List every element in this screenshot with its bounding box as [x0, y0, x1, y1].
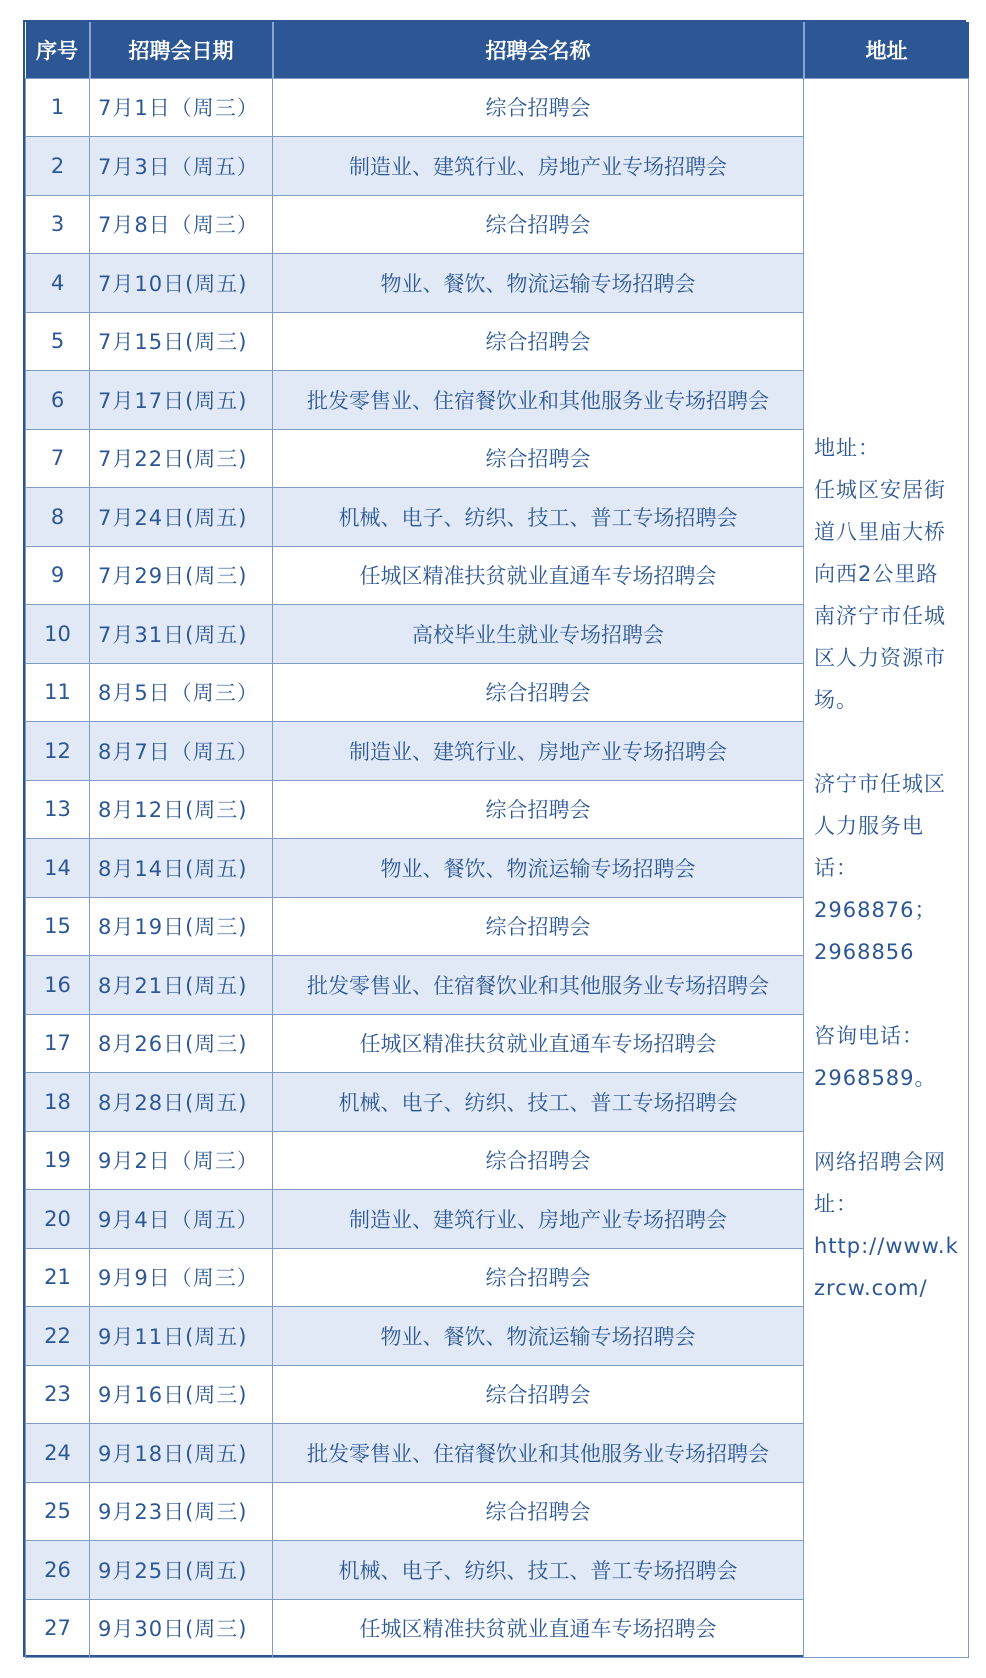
row-date: 9月30日(周三) — [90, 1599, 273, 1658]
row-date: 8月14日(周五) — [90, 839, 273, 898]
row-number: 7 — [26, 429, 90, 488]
web-label: 网络招聘会网址： — [814, 1149, 946, 1216]
row-fair-name: 物业、餐饮、物流运输专场招聘会 — [273, 254, 804, 313]
service-phone-label: 济宁市任城区人力服务电话： — [814, 771, 946, 880]
table-header-row — [26, 22, 969, 78]
row-fair-name: 物业、餐饮、物流运输专场招聘会 — [273, 1307, 804, 1366]
row-number: 6 — [26, 371, 90, 430]
address-spacer — [814, 973, 960, 1015]
header-date: 招聘会日期 — [90, 22, 273, 78]
row-number: 11 — [26, 663, 90, 722]
row-number: 17 — [26, 1014, 90, 1073]
row-fair-name: 机械、电子、纺织、技工、普工专场招聘会 — [273, 488, 804, 547]
row-number: 5 — [26, 312, 90, 371]
row-number: 24 — [26, 1424, 90, 1483]
row-number: 20 — [26, 1190, 90, 1249]
row-fair-name: 综合招聘会 — [273, 78, 804, 137]
address-spacer — [814, 721, 960, 763]
row-date: 7月29日(周三) — [90, 546, 273, 605]
row-fair-name: 综合招聘会 — [273, 663, 804, 722]
row-date: 9月25日(周五) — [90, 1541, 273, 1600]
address-label: 地址： — [814, 435, 880, 460]
consult-phone-label: 咨询电话： — [814, 1023, 924, 1048]
row-fair-name: 制造业、建筑行业、房地产业专场招聘会 — [273, 1190, 804, 1249]
row-number: 25 — [26, 1482, 90, 1541]
row-date: 7月3日（周五） — [90, 137, 273, 196]
row-number: 23 — [26, 1365, 90, 1424]
row-date: 8月19日(周三) — [90, 897, 273, 956]
job-fair-schedule-table — [25, 22, 969, 1658]
row-date: 8月5日（周三） — [90, 663, 273, 722]
row-fair-name: 综合招聘会 — [273, 1248, 804, 1307]
row-date: 7月1日（周三） — [90, 78, 273, 137]
row-fair-name: 综合招聘会 — [273, 1365, 804, 1424]
service-phone-2: 2968856 — [814, 939, 915, 964]
row-fair-name: 综合招聘会 — [273, 195, 804, 254]
row-date: 8月21日(周五) — [90, 956, 273, 1015]
row-fair-name: 综合招聘会 — [273, 312, 804, 371]
web-url[interactable]: http://www.kzrcw.com/ — [814, 1233, 959, 1300]
row-date: 7月22日(周三) — [90, 429, 273, 488]
row-fair-name: 机械、电子、纺织、技工、普工专场招聘会 — [273, 1073, 804, 1132]
row-number: 18 — [26, 1073, 90, 1132]
row-fair-name: 综合招聘会 — [273, 780, 804, 839]
row-number: 9 — [26, 546, 90, 605]
row-date: 8月7日（周五） — [90, 722, 273, 781]
header-name: 招聘会名称 — [273, 22, 804, 78]
table-body — [26, 78, 969, 1658]
row-fair-name: 制造业、建筑行业、房地产业专场招聘会 — [273, 722, 804, 781]
address-cell — [804, 78, 969, 1658]
row-number: 15 — [26, 897, 90, 956]
consult-phone: 2968589。 — [814, 1065, 937, 1090]
row-number: 22 — [26, 1307, 90, 1366]
header-address: 地址 — [804, 22, 969, 78]
row-number: 19 — [26, 1131, 90, 1190]
row-fair-name: 综合招聘会 — [273, 1131, 804, 1190]
row-fair-name: 物业、餐饮、物流运输专场招聘会 — [273, 839, 804, 898]
row-fair-name: 综合招聘会 — [273, 897, 804, 956]
row-date: 7月10日(周五) — [90, 254, 273, 313]
row-fair-name: 批发零售业、住宿餐饮业和其他服务业专场招聘会 — [273, 956, 804, 1015]
row-date: 8月12日(周三) — [90, 780, 273, 839]
row-number: 4 — [26, 254, 90, 313]
table-row — [26, 78, 969, 137]
job-fair-schedule-table-wrapper — [23, 20, 966, 1657]
row-date: 9月23日(周三) — [90, 1482, 273, 1541]
row-number: 12 — [26, 722, 90, 781]
address-spacer — [814, 1099, 960, 1141]
row-date: 9月2日（周三） — [90, 1131, 273, 1190]
row-number: 26 — [26, 1541, 90, 1600]
address-text: 任城区安居街道八里庙大桥向西2公里路南济宁市任城区人力资源市场。 — [814, 477, 946, 712]
header-no: 序号 — [26, 22, 90, 78]
row-fair-name: 任城区精准扶贫就业直通车专场招聘会 — [273, 1014, 804, 1073]
row-fair-name: 综合招聘会 — [273, 429, 804, 488]
service-phone-1: 2968876； — [814, 897, 937, 922]
row-date: 9月16日(周三) — [90, 1365, 273, 1424]
row-number: 13 — [26, 780, 90, 839]
row-number: 8 — [26, 488, 90, 547]
row-date: 8月26日(周三) — [90, 1014, 273, 1073]
row-date: 7月17日(周五) — [90, 371, 273, 430]
row-date: 9月4日（周五） — [90, 1190, 273, 1249]
row-fair-name: 高校毕业生就业专场招聘会 — [273, 605, 804, 664]
row-fair-name: 批发零售业、住宿餐饮业和其他服务业专场招聘会 — [273, 371, 804, 430]
row-date: 9月11日(周五) — [90, 1307, 273, 1366]
row-date: 9月9日（周三） — [90, 1248, 273, 1307]
row-number: 21 — [26, 1248, 90, 1307]
row-fair-name: 综合招聘会 — [273, 1482, 804, 1541]
row-number: 2 — [26, 137, 90, 196]
row-number: 14 — [26, 839, 90, 898]
row-number: 1 — [26, 78, 90, 137]
row-date: 8月28日(周五) — [90, 1073, 273, 1132]
row-fair-name: 批发零售业、住宿餐饮业和其他服务业专场招聘会 — [273, 1424, 804, 1483]
row-date: 7月15日(周三) — [90, 312, 273, 371]
row-date: 7月24日(周五) — [90, 488, 273, 547]
row-fair-name: 制造业、建筑行业、房地产业专场招聘会 — [273, 137, 804, 196]
row-fair-name: 任城区精准扶贫就业直通车专场招聘会 — [273, 546, 804, 605]
row-number: 10 — [26, 605, 90, 664]
row-number: 16 — [26, 956, 90, 1015]
row-date: 7月31日(周五) — [90, 605, 273, 664]
row-fair-name: 任城区精准扶贫就业直通车专场招聘会 — [273, 1599, 804, 1658]
row-number: 3 — [26, 195, 90, 254]
row-number: 27 — [26, 1599, 90, 1658]
row-date: 7月8日（周三） — [90, 195, 273, 254]
row-fair-name: 机械、电子、纺织、技工、普工专场招聘会 — [273, 1541, 804, 1600]
row-date: 9月18日(周五) — [90, 1424, 273, 1483]
